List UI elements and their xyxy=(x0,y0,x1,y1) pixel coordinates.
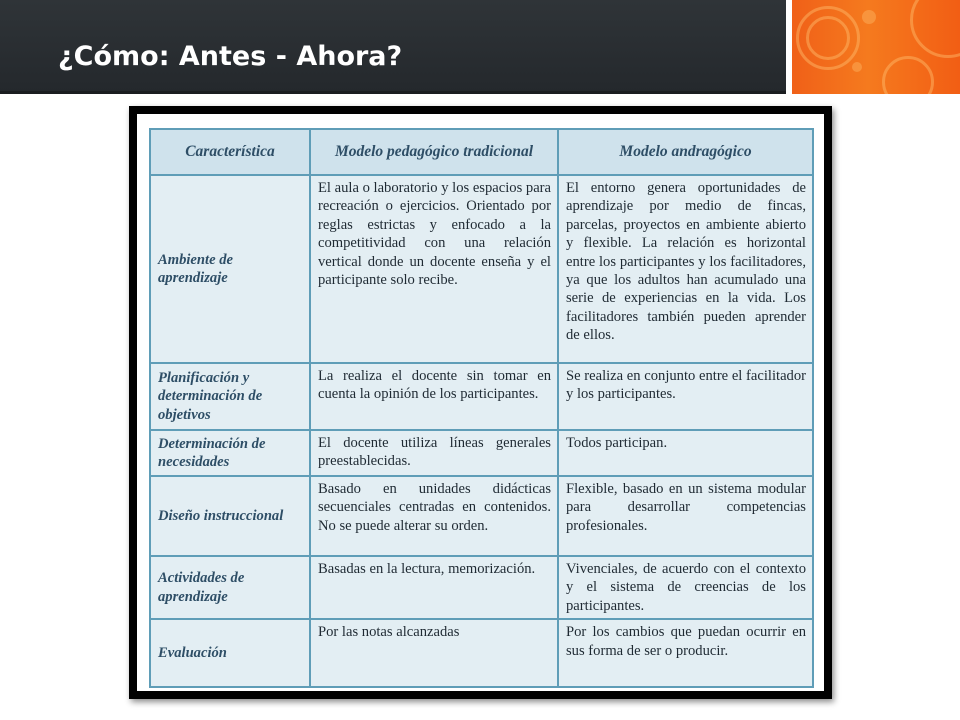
table-row xyxy=(150,476,813,556)
feature-cell: Determinación de necesidades xyxy=(150,430,310,476)
traditional-cell: Por las notas alcanzadas xyxy=(310,619,558,687)
table-row xyxy=(150,619,813,687)
column-header: Modelo pedagógico tradicional xyxy=(310,129,558,175)
feature-cell: Ambiente de aprendizaje xyxy=(150,175,310,363)
table-row xyxy=(150,430,813,476)
decorative-dot xyxy=(862,10,876,24)
title-bar xyxy=(0,0,786,94)
decorative-accent-panel xyxy=(792,0,960,94)
andragogic-cell: El entorno genera oportunidades de aprendizaje por medio de fincas, parcelas, proyectos en ambiente abierto y flexible. La relación es horizontal entre los participantes y los facilitadores, ya que los adultos han acumulado una serie de experiencias en la vida. Los facilitadores también pueden aprender de ellos. xyxy=(558,175,813,363)
andragogic-cell: Vivenciales, de acuerdo con el contexto y el sistema de creencias de los participantes. xyxy=(558,556,813,619)
column-header: Modelo andragógico xyxy=(558,129,813,175)
andragogic-cell: Todos participan. xyxy=(558,430,813,476)
table-image xyxy=(137,114,824,691)
decorative-ring xyxy=(806,16,850,60)
comparison-table xyxy=(149,128,814,688)
decorative-dot xyxy=(852,62,862,72)
feature-cell: Planificación y determinación de objetivos xyxy=(150,363,310,430)
table-header-row xyxy=(150,129,813,175)
andragogic-cell: Flexible, basado en un sistema modular para desarrollar competencias profesionales. xyxy=(558,476,813,556)
table-row xyxy=(150,556,813,619)
andragogic-cell: Se realiza en conjunto entre el facilitador y los participantes. xyxy=(558,363,813,430)
decorative-ring xyxy=(910,0,960,58)
table-row xyxy=(150,363,813,430)
traditional-cell: Basado en unidades didácticas secuenciales centradas en contenidos. No se puede alterar su orden. xyxy=(310,476,558,556)
traditional-cell: El docente utiliza líneas generales preestablecidas. xyxy=(310,430,558,476)
table-row xyxy=(150,175,813,363)
traditional-cell: La realiza el docente sin tomar en cuenta la opinión de los participantes. xyxy=(310,363,558,430)
feature-cell: Evaluación xyxy=(150,619,310,687)
traditional-cell: Basadas en la lectura, memorización. xyxy=(310,556,558,619)
table-image-frame xyxy=(129,106,832,699)
traditional-cell: El aula o laboratorio y los espacios para recreación o ejercicios. Orientado por reglas estrictas y enfocado a la competitividad con una relación vertical donde un docente enseña y el participante solo recibe. xyxy=(310,175,558,363)
decorative-ring xyxy=(882,56,934,94)
slide-title: ¿Cómo: Antes - Ahora? xyxy=(58,41,403,72)
feature-cell: Diseño instruccional xyxy=(150,476,310,556)
column-header: Característica xyxy=(150,129,310,175)
andragogic-cell: Por los cambios que puedan ocurrir en sus forma de ser o producir. xyxy=(558,619,813,687)
feature-cell: Actividades de aprendizaje xyxy=(150,556,310,619)
